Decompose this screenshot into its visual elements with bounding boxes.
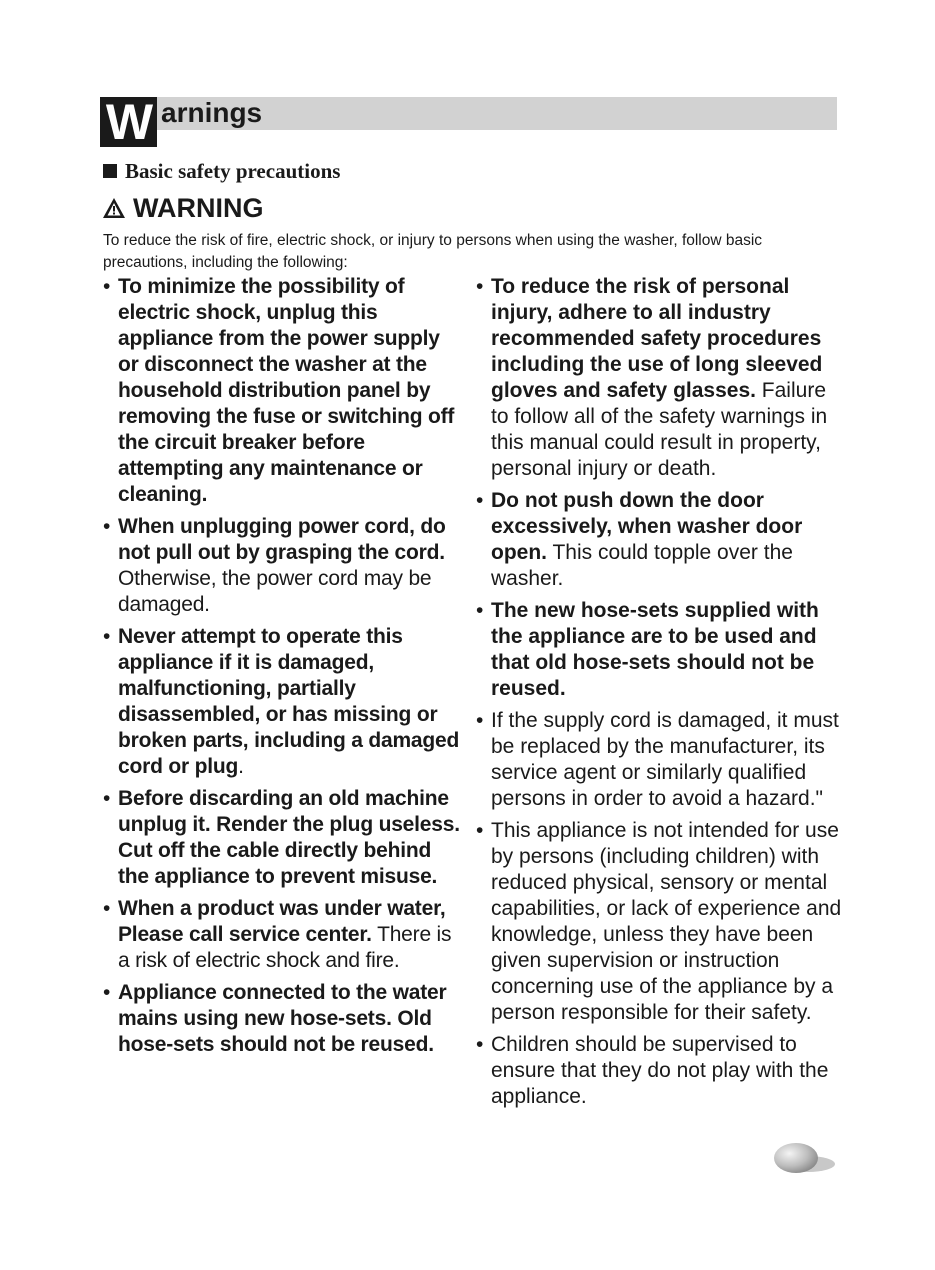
list-item <box>103 514 465 618</box>
bullet-dot: • <box>476 1033 484 1056</box>
list-item <box>103 786 465 890</box>
bullet-dot: • <box>476 819 484 842</box>
item-bold-text: Do not push down the door excessively, when washer door open. <box>491 489 803 564</box>
item-normal-text: There is a risk of electric shock and fire. <box>118 923 452 972</box>
item-bold-text: Appliance connected to the water mains using new hose-sets. Old hose-sets should not be reused. <box>118 981 447 1056</box>
bullet-dot: • <box>103 981 111 1004</box>
item-normal-text: If the supply cord is damaged, it must be replaced by the manufacturer, its service agent or similarly qualified persons in order to avoid a hazard." <box>491 709 839 810</box>
bullet-dot: • <box>476 489 484 512</box>
list-item <box>103 274 465 508</box>
bullet-dot: • <box>103 515 111 538</box>
list-item <box>103 896 465 974</box>
item-normal-text: This could topple over the washer. <box>491 541 793 590</box>
item-bold-text: When unplugging power cord, do not pull out by grasping the cord. <box>118 515 446 564</box>
item-normal-text: This appliance is not intended for use by persons (including children) with reduced physical, sensory or mental capabilities, or lack of experience and knowledge, unless they have been given supervision or instruction concerning use of the appliance by a person responsible for their safety. <box>491 819 842 1024</box>
bullet-dot: • <box>476 275 484 298</box>
bullet-dot: • <box>103 787 111 810</box>
section-title <box>103 158 340 184</box>
right-column <box>476 274 842 1116</box>
list-item <box>476 708 842 812</box>
warning-intro: To reduce the risk of fire, electric shock, or injury to persons when using the washer, follow basic precautions, including the following: <box>103 232 763 271</box>
bullet-dot: • <box>103 275 111 298</box>
bullet-dot: • <box>476 709 484 732</box>
bullet-dot: • <box>103 625 111 648</box>
item-bold-text: The new hose-sets supplied with the appliance are to be used and that old hose-sets should not be reused. <box>491 599 819 700</box>
list-item <box>476 274 842 482</box>
warning-heading <box>102 191 264 225</box>
bullet-dot: • <box>476 599 484 622</box>
warning-title-text: WARNING <box>133 193 264 223</box>
bullet-dot: • <box>103 897 111 920</box>
list-item <box>476 488 842 592</box>
item-normal-text: Otherwise, the power cord may be damaged. <box>118 567 432 616</box>
list-item <box>103 980 465 1058</box>
item-normal-text: Failure to follow all of the safety warnings in this manual could result in property, personal injury or death. <box>491 379 828 480</box>
item-bold-text: To minimize the possibility of electric shock, unplug this appliance from the power supply or disconnect the washer at the household distribution panel by removing the fuse or switching off the circuit breaker before attempting any maintenance or cleaning. <box>118 275 455 506</box>
list-item <box>476 598 842 702</box>
item-bold-text: When a product was under water, Please call service center. <box>118 897 446 946</box>
list-item <box>476 818 842 1026</box>
list-item <box>476 1032 842 1110</box>
item-normal-text: . <box>238 755 244 778</box>
item-normal-text: Children should be supervised to ensure that they do not play with the appliance. <box>491 1033 829 1108</box>
warning-triangle-icon <box>102 197 126 219</box>
section-title-text: Basic safety precautions <box>125 159 341 183</box>
item-bold-text: Before discarding an old machine unplug it. Render the plug useless. Cut off the cable directly behind the appliance to prevent misuse. <box>118 787 460 888</box>
list-item <box>103 624 465 780</box>
square-bullet-icon <box>103 164 117 178</box>
item-bold-text: Never attempt to operate this appliance if it is damaged, malfunctioning, partially disassembled, or has missing or broken parts, including a damaged cord or plug <box>118 625 460 778</box>
header-initial: W <box>100 97 157 147</box>
item-bold-text: To reduce the risk of personal injury, adhere to all industry recommended safety procedures including the use of long sleeved gloves and safety glasses. <box>491 275 823 402</box>
page-tab-icon <box>772 1142 836 1174</box>
left-column <box>103 274 465 1064</box>
page-title: arnings <box>161 97 263 128</box>
